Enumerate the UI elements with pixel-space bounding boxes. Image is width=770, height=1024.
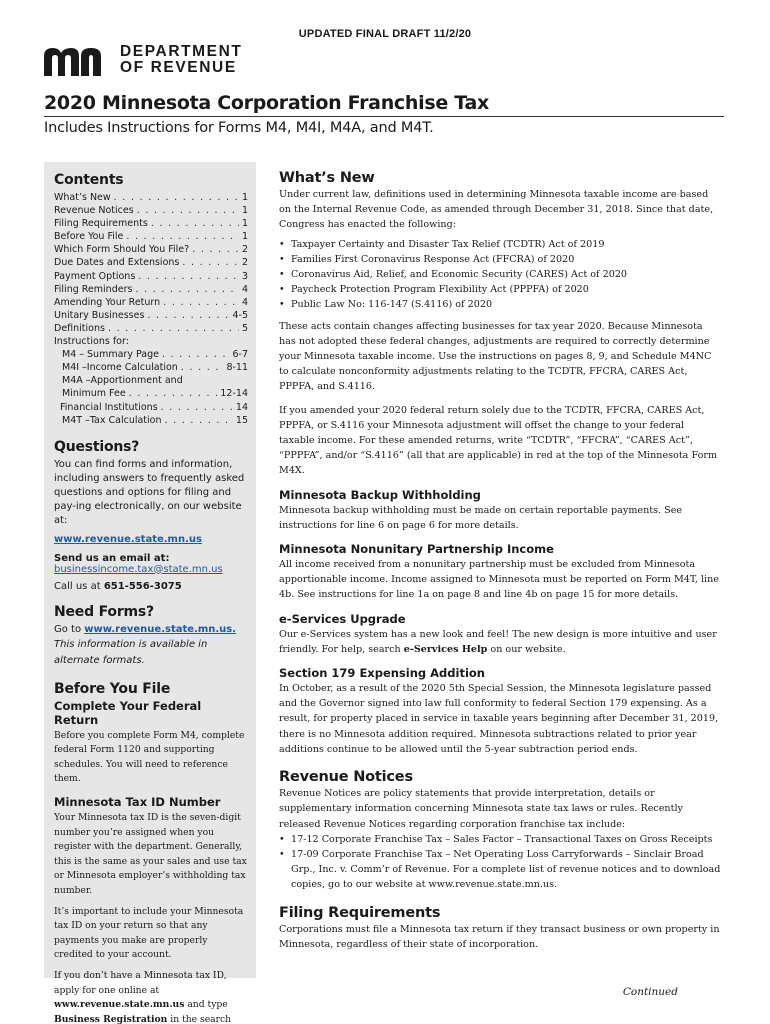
toc-item[interactable]: Before You File . . . 1 — [54, 230, 248, 243]
backup-withholding-heading: Minnesota Backup Withholding — [279, 487, 481, 502]
revenue-notices-text: Revenue Notices are policy statements that provide interpretation, details or supplementary information concerning Minnesota state tax laws or rules. Recently released Revenue Notices regarding corporation franchise tax include: — [279, 788, 683, 830]
tax-id-text-2: It’s important to include your Minnesota tax ID on your return so that any payments you make are properly credited to your account. — [54, 905, 244, 961]
toc-item[interactable]: Revenue Notices . . . 1 — [54, 204, 248, 217]
eservices-help-term: e-Services Help — [403, 643, 488, 655]
continued-note: Continued — [622, 986, 678, 998]
section-179-heading: Section 179 Expensing Addition — [279, 666, 485, 681]
eservices-text: Our e-Services system has a new look and feel! The new design is more intuitive and user friendly. For help, search e-Services Help on our website. — [279, 628, 717, 655]
amended-return-text: If you amended your 2020 federal return solely due to the TCDTR, FFCRA, CARES Act, PPPFA, or S.4116 your Minnesota adjustment will offset the change to your federal taxable income. For these amended returns, write “TCDTR”, “FFCRA”, “CARES Act”, “PPPFA”, and/or “S.4116” (all that are applicable) in red at the top of the Minnesota Form M4X. — [279, 404, 718, 477]
need-forms-heading: Need Forms? — [54, 603, 154, 620]
federal-return-text: Before you complete Form M4, complete federal Form 1120 and supporting schedules. You will need to reference them. — [54, 729, 245, 785]
whats-new-text: Under current law, definitions used in determining Minnesota taxable income are based on the Internal Revenue Code, as amended through December 31, 2018. Since that date, Congress has enacted the following: — [279, 189, 714, 231]
toc-item[interactable]: Payment Options . . . 3 — [54, 270, 248, 283]
federal-return-heading: Complete Your Federal Return — [54, 698, 202, 727]
list-item: • Taxpayer Certainty and Disaster Tax Relief (TCDTR) Act of 2019 — [279, 237, 721, 252]
acts-list — [279, 237, 721, 313]
sidebar — [44, 162, 256, 1024]
list-item: • Families First Coronavirus Response Act (FFCRA) of 2020 — [279, 252, 721, 267]
draft-notice: UPDATED FINAL DRAFT 11/2/20 — [298, 28, 472, 40]
section-179-text: In October, as a result of the 2020 5th Special Session, the Minnesota legislature passed and the Governor signed into law full conformity to federal Section 179 expensing. As a result, for property placed in service in taxable years beginning after December 31, 2019, there is no Minnesota addition required. Minnesota subtractions related to prior year additions continue to be allowed until the 5-year subtraction period ends. — [279, 683, 719, 755]
department-logo — [44, 44, 244, 78]
toc-item[interactable]: Due Dates and Extensions . . . 2 — [54, 256, 248, 269]
main-content — [279, 170, 721, 952]
phone-line — [54, 581, 248, 592]
toc-item[interactable]: M4 – Summary Page . . . 6-7 — [54, 348, 248, 361]
notices-list — [279, 832, 721, 893]
toc-item[interactable]: Definitions . . . 5 — [54, 322, 248, 335]
toc-subheading: Instructions for: — [54, 336, 129, 348]
toc-item[interactable]: M4A –Apportionment and — [62, 375, 183, 387]
logo-text — [120, 44, 243, 76]
toc-item[interactable]: Filing Requirements . . . 1 — [54, 217, 248, 230]
nonunitary-text: All income received from a nonunitary partnership must be excluded from Minnesota apportionable income. Income assigned to Minnesota must be reported on Form M4T, line 4b. See instructions for line 1a on page 8 and line 4b on page 15 for more details. — [279, 559, 719, 601]
list-item: • Public Law No: 116-147 (S.4116) of 2020 — [279, 297, 721, 312]
page-subtitle: Includes Instructions for Forms M4, M4I, M4A, and M4T. — [44, 120, 434, 136]
whats-new-heading: What’s New — [279, 170, 375, 186]
website-link[interactable]: www.revenue.state.mn.us — [54, 533, 202, 545]
toc-item[interactable]: Filing Reminders . . . 4 — [54, 283, 248, 296]
toc-item[interactable]: Amending Your Return . . . 4 — [54, 296, 248, 309]
logo-line1: DEPARTMENT — [120, 43, 243, 60]
list-item: • 17-09 Corporate Franchise Tax – Net Operating Loss Carryforwards – Sinclair Broad Grp., Inc. v. Comm’r of Revenue. For a complete list of revenue notices and to download copies, go to our website at www.revenue.state.mn.us. — [279, 847, 721, 893]
acts-changes-text: These acts contain changes affecting businesses for tax year 2020. Because Minnesota has not adopted these federal changes, adjustments are required to correctly determine your Minnesota taxable income. Use the instructions on pages 8, 9, and Schedule M4NC to calculate nonconformity adjustments relating to the TCDTR, FFCRA, CARES Act, PPPFA, and S.4116. — [279, 320, 712, 393]
toc-item[interactable]: Unitary Businesses . . . 4-5 — [54, 309, 248, 322]
phone-number[interactable]: 651-556-3075 — [103, 580, 182, 592]
toc-item[interactable]: M4I –Income Calculation . . . 8-11 — [54, 361, 248, 374]
filing-requirements-text: Corporations must file a Minnesota tax return if they transact business or own property in Minnesota, regardless of their state of incorporation. — [279, 923, 720, 950]
questions-text: You can find forms and information, including answers to frequently asked questions and options for filing and pay-ing electronically, on our website at: — [54, 458, 245, 526]
toc-item[interactable]: Minimum Fee . . . 12-14 — [54, 387, 248, 400]
alt-formats-note: This information is available in alternate formats. — [54, 638, 208, 666]
table-of-contents — [54, 191, 248, 427]
title-divider — [44, 116, 724, 117]
list-item: • 17-12 Corporate Franchise Tax – Sales Factor – Transactional Taxes on Gross Receipts — [279, 832, 721, 847]
toc-item[interactable]: Which Form Should You File? . . . 2 — [54, 243, 248, 256]
forms-line — [54, 623, 248, 637]
forms-link[interactable]: www.revenue.state.mn.us. — [84, 623, 237, 635]
eservices-heading: e-Services Upgrade — [279, 611, 406, 626]
revenue-notices-heading: Revenue Notices — [279, 769, 413, 786]
nonunitary-heading: Minnesota Nonunitary Partnership Income — [279, 542, 554, 557]
mn-logo-icon — [44, 46, 114, 76]
list-item: • Paycheck Protection Program Flexibility Act (PPPFA) of 2020 — [279, 282, 721, 297]
contents-heading: Contents — [54, 172, 124, 188]
tax-id-text-1: Your Minnesota tax ID is the seven-digit number you’re assigned when you register with the department. Generally, this is the same as your sales and use tax or Minnesota employer’s withholding tax number. — [54, 812, 247, 897]
tax-id-heading: Minnesota Tax ID Number — [54, 795, 221, 810]
call-label: Call us at — [54, 580, 101, 592]
page-title: 2020 Minnesota Corporation Franchise Tax — [44, 92, 489, 114]
tax-id-text-3: If you don’t have a Minnesota tax ID, apply for one online at www.revenue.state.mn.us and type Business Registration in the search — [54, 970, 232, 1024]
email-link[interactable]: businessincome.tax@state.mn.us — [54, 563, 223, 575]
filing-requirements-heading: Filing Requirements — [279, 904, 441, 921]
toc-item[interactable]: What’s New . . . 1 — [54, 191, 248, 204]
before-you-file-heading: Before You File — [54, 680, 171, 697]
go-to-label: Go to — [54, 623, 82, 635]
registration-link[interactable]: www.revenue.state.mn.us — [54, 999, 185, 1011]
email-label: Send us an email at: — [54, 552, 170, 564]
list-item: • Coronavirus Aid, Relief, and Economic Security (CARES) Act of 2020 — [279, 267, 721, 282]
backup-withholding-text: Minnesota backup withholding must be made on certain reportable payments. See instructions for line 6 on page 6 for more details. — [279, 504, 683, 531]
toc-item[interactable]: M4T –Tax Calculation . . . 15 — [54, 414, 248, 427]
toc-item[interactable]: Financial Institutions . . . 14 — [54, 401, 248, 414]
questions-heading: Questions? — [54, 438, 140, 455]
logo-line2: OF REVENUE — [120, 59, 237, 76]
